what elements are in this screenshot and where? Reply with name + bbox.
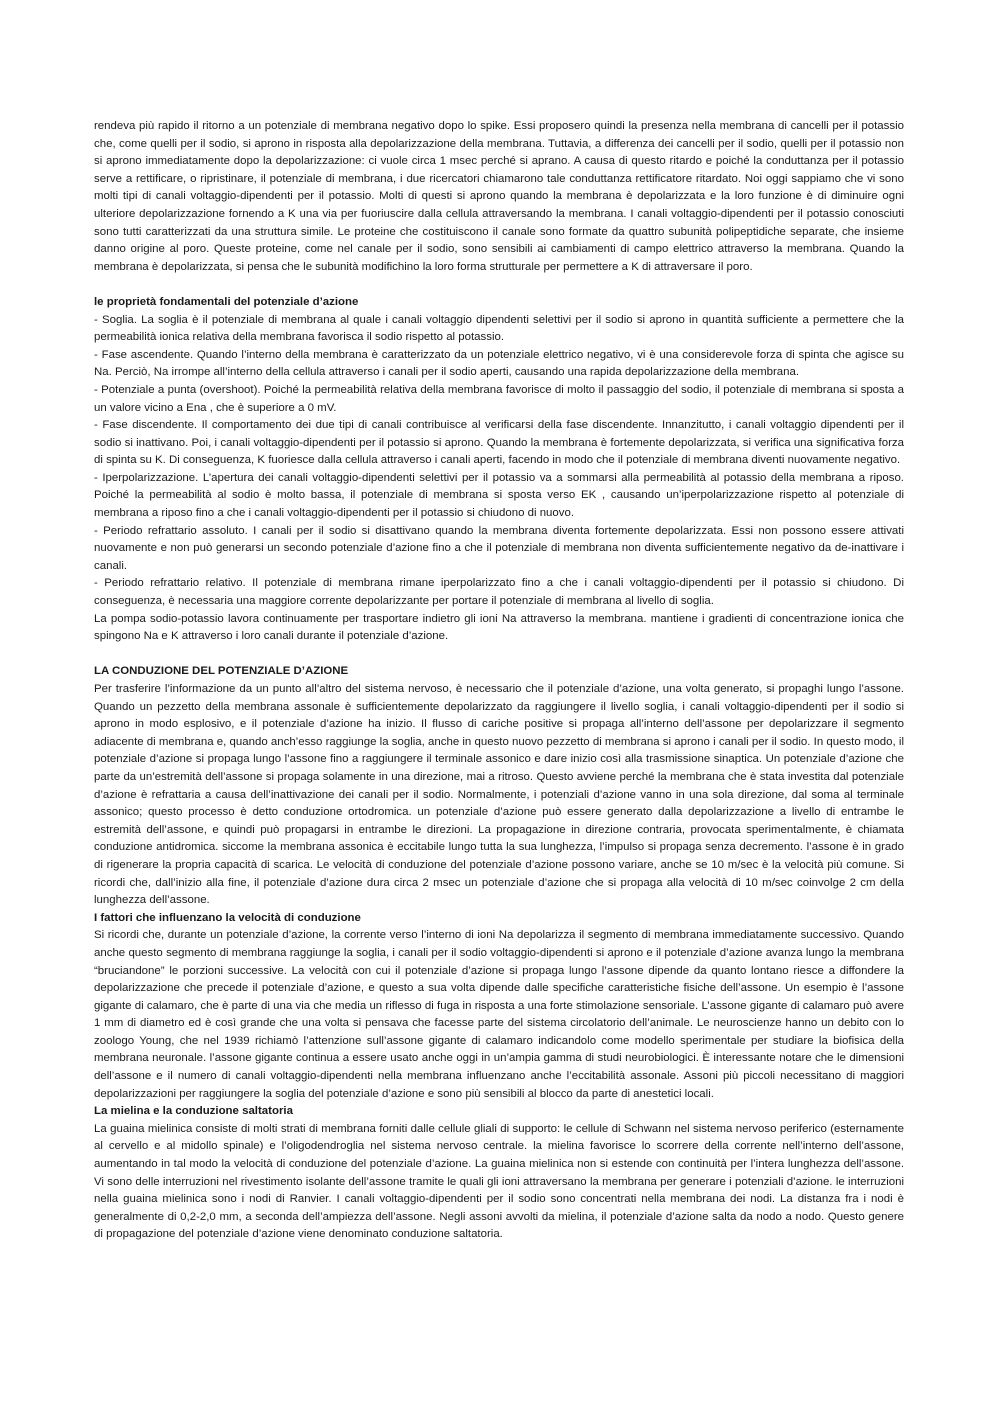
velocity-factors-paragraph: Si ricordi che, durante un potenziale d’azione, la corrente verso l’interno di ioni Na depolarizza il segmento di membrana immediatamente successivo. Quando anche questo segmento di membrana raggiunge la soglia, i canali per il sodio voltaggio-dipendenti si aprono e il potenziale d’azione avanza lungo la membrana “bruciandone” le porzioni successive. La velocità con cui il potenziale d’azione si propaga lungo l’assone dipende da quanto lontano riesce a diffondere la depolarizzazione che precede il potenziale d’azione, e questo a sua volta dipende dalle specifiche caratteristiche fisiche dell’assone. Un esempio è l’assone gigante di calamaro, che è parte di una via che media un riflesso di fuga in risposta a una forte stimolazione sensoriale. L’assone gigante di calamaro può avere 1 mm di diametro ed è così grande che una volta si pensava che facesse parte del sistema circolatorio dell’animale. Le neuroscienze hanno un debito con lo zoologo Young, che nel 1939 richiamò l’attenzione sull’assone gigante di calamaro indicandolo come modello sperimentale per studiare la biofisica della membrana neuronale. l’assone gigante continua a essere usato anche oggi in un’ampia gamma di studi neurobiologici. È interessante notare che le dimensioni dell’assone e il numero di canali voltaggio-dipendenti nella membrana influenzano anche l’eccitabilità assonale. Assoni più piccoli necessitano di maggiori depolarizzazioni per raggiungere la soglia del potenziale d’azione e sono più sensibili al blocco da parte di anestetici locali. [94,929,904,1100]
property-item-sodium-potassium-pump: La pompa sodio-potassio lavora continuamente per trasportare indietro gli ioni Na attraverso la membrana. mantiene i gradienti di concentrazione ionica che spingono Na e K attraverso i loro canali durante il potenziale d’azione. [94,612,904,643]
property-item-threshold: - Soglia. La soglia è il potenziale di membrana al quale i canali voltaggio dipendenti selettivi per il sodio si aprono in quantità sufficiente a permettere che la permeabilità ionica relativa della membrana favorisca il sodio rispetto al potassio. [94,313,904,344]
property-item-falling-phase: - Fase discendente. Il comportamento dei due tipi di canali contribuisce al verificarsi della fase discendente. Innanzitutto, i canali voltaggio dipendenti per il sodio si inattivano. Poi, i canali voltaggio-dipendenti per il potassio si aprono. Quando la membrana è fortemente depolarizzata, si verifica una significativa forza di spinta su K. Di conseguenza, K fuoriesce dalla cellula attraverso i canali aperti, facendo in modo che il potenziale di membrana diventi nuovamente negativo. [94,419,904,467]
section-heading-properties: le proprietà fondamentali del potenziale d’azione [94,295,359,308]
property-item-overshoot: - Potenziale a punta (overshoot). Poiché la permeabilità relativa della membrana favorisce di molto il passaggio del sodio, il potenziale di membrana si sposta a un valore vicino a Ena , che è superiore a 0 mV. [94,383,904,414]
conduction-paragraph: Per trasferire l’informazione da un punto all’altro del sistema nervoso, è necessario che il potenziale d’azione, una volta generato, si propaghi lungo l’assone. Quando un pezzetto della membrana assonale è sufficientemente depolarizzato da raggiungere il livello soglia, i canali voltaggio-dipendenti per il sodio si aprono in modo esplosivo, e il potenziale d’azione ha inizio. Il flusso di cariche positive si propaga all’interno dell’assone per depolarizzare il segmento adiacente di membrana e, quando anch’esso raggiunge la soglia, anche in questo nuovo pezzetto di membrana si aprono i canali per il sodio. In questo modo, il potenziale d’azione si propaga lungo l’assone fino a raggiungere il terminale assonico e dare inizio così alla trasmissione sinaptica. Un potenziale d’azione che parte da un’estremità dell’assone si propaga solamente in una direzione, mai a ritroso. Questo avviene perché la membrana che è stata investita dal potenziale d’azione è refrattaria a causa dell’inattivazione dei canali per il sodio. Normalmente, i potenziali d’azione vanno in una sola direzione, dal soma al terminale assonico; questo processo è detto conduzione ortodromica. un potenziale d’azione può essere generato dalla depolarizzazione a livello di entrambe le estremità dell’assone, e quindi può propagarsi in entrambe le direzioni. La propagazione in direzione contraria, provocata sperimentalmente, è chiamata conduzione antidromica. siccome la membrana assonica è eccitabile lungo tutta la sua lunghezza, l’impulso si propaga senza decremento. l’assone è in grado di rigenerare la propria capacità di scarica. Le velocità di conduzione del potenziale d’azione possono variare, anche se 10 m/sec è la velocità più comune. Si ricordi che, dall’inizio alla fine, il potenziale d’azione dura circa 2 msec un potenziale d’azione che si propaga alla velocità di 10 m/sec coinvolge 2 cm della lunghezza dell’assone. [94,683,904,907]
section-heading-myelin: La mielina e la conduzione saltatoria [94,1105,293,1118]
section-heading-velocity-factors: I fattori che influenzano la velocità di conduzione [94,911,361,924]
spacer [94,646,904,664]
property-item-hyperpolarization: - Iperpolarizzazione. L’apertura dei canali voltaggio-dipendenti selettivi per il potassio va a sommarsi alla permeabilità al potassio della membrana a riposo. Poiché la permeabilità al sodio è molto bassa, il potenziale di membrana si sposta verso EK , causando un’iperpolarizzazione rispetto al potenziale di membrana a riposo fino a che i canali voltaggio-dipendenti per il potassio si chiudono di nuovo. [94,471,904,520]
property-item-rising-phase: - Fase ascendente. Quando l’interno della membrana è caratterizzato da un potenziale elettrico negativo, vi è una considerevole forza di spinta che agisce su Na. Perciò, Na irrompe all’interno della cellula attraverso i canali per il sodio aperti, causando una rapida depolarizzazione della membrana. [94,348,904,379]
property-item-relative-refractory: - Periodo refrattario relativo. Il potenziale di membrana rimane iperpolarizzato fino a che i canali voltaggio-dipendenti per il potassio si chiudono. Di conseguenza, è necessaria una maggiore corrente depolarizzante per portare il potenziale di membrana al livello di soglia. [94,577,904,608]
spacer [94,276,904,294]
intro-paragraph: rendeva più rapido il ritorno a un potenziale di membrana negativo dopo lo spike. Essi proposero quindi la presenza nella membrana di cancelli per il potassio che, come quelli per il sodio, si aprono in risposta alla depolarizzazione della membrana. Tuttavia, a differenza dei cancelli per il sodio, quelli per il potassio non si aprono immediatamente dopo la depolarizzazione: ci vuole circa 1 msec perché si aprano. A causa di questo ritardo e poiché la conduttanza per il potassio serve a rettificare, o ripristinare, il potenziale di membrana, i due ricercatori chiamarono tale conduttanza rettificatore ritardato. Noi oggi sappiamo che vi sono molti tipi di canali voltaggio-dipendenti per il potassio. Molti di questi si aprono quando la membrana è depolarizzata e la loro funzione è di diminuire ogni ulteriore depolarizzazione fornendo a K una via per fuoriuscire dalla cellula attraversando la membrana. I canali voltaggio-dipendenti per il potassio conosciuti sono tutti caratterizzati da una struttura simile. Le proteine che costituiscono il canale sono formate da quattro subunità polipeptidiche separate, che insieme danno origine al poro. Queste proteine, come nel canale per il sodio, sono sensibili ai cambiamenti di campo elettrico attraverso la membrana. Quando la membrana è depolarizzata, si pensa che le subunità modifichino la loro forma strutturale per permettere a K di attraversare il poro. [94,120,904,273]
property-item-absolute-refractory: - Periodo refrattario assoluto. I canali per il sodio si disattivano quando la membrana diventa fortemente depolarizzata. Essi non possono essere attivati nuovamente e non può generarsi un secondo potenziale d’azione fino a che il potenziale di membrana non diventa sufficientemente negativo da de-inattivare i canali. [94,524,904,572]
section-heading-conduction: LA CONDUZIONE DEL POTENZIALE D’AZIONE [94,665,349,678]
myelin-paragraph: La guaina mielinica consiste di molti strati di membrana forniti dalle cellule gliali di supporto: le cellule di Schwann nel sistema nervoso periferico (esternamente al cervello e al midollo spinale) e l’oligodendroglia nel sistema nervoso centrale. la mielina favorisce lo scorrere della corrente nell’interno dell’assone, aumentando in tal modo la velocità di conduzione del potenziale d’azione. La guaina mielinica non si estende con continuità per l’intera lunghezza dell’assone. Vi sono delle interruzioni nel rivestimento isolante dell’assone tramite le quali gli ioni attraversano la membrana per generare i potenziali d’azione. le interruzioni nella guaina mielinica sono i nodi di Ranvier. I canali voltaggio-dipendenti per il sodio sono concentrati nella membrana dei nodi. La distanza fra i nodi è generalmente di 0,2-2,0 mm, a seconda dell’ampiezza dell’assone. Negli assoni avvolti da mielina, il potenziale d’azione salta da nodo a nodo. Questo genere di propagazione del potenziale d’azione viene denominato conduzione saltatoria. [94,1122,904,1241]
